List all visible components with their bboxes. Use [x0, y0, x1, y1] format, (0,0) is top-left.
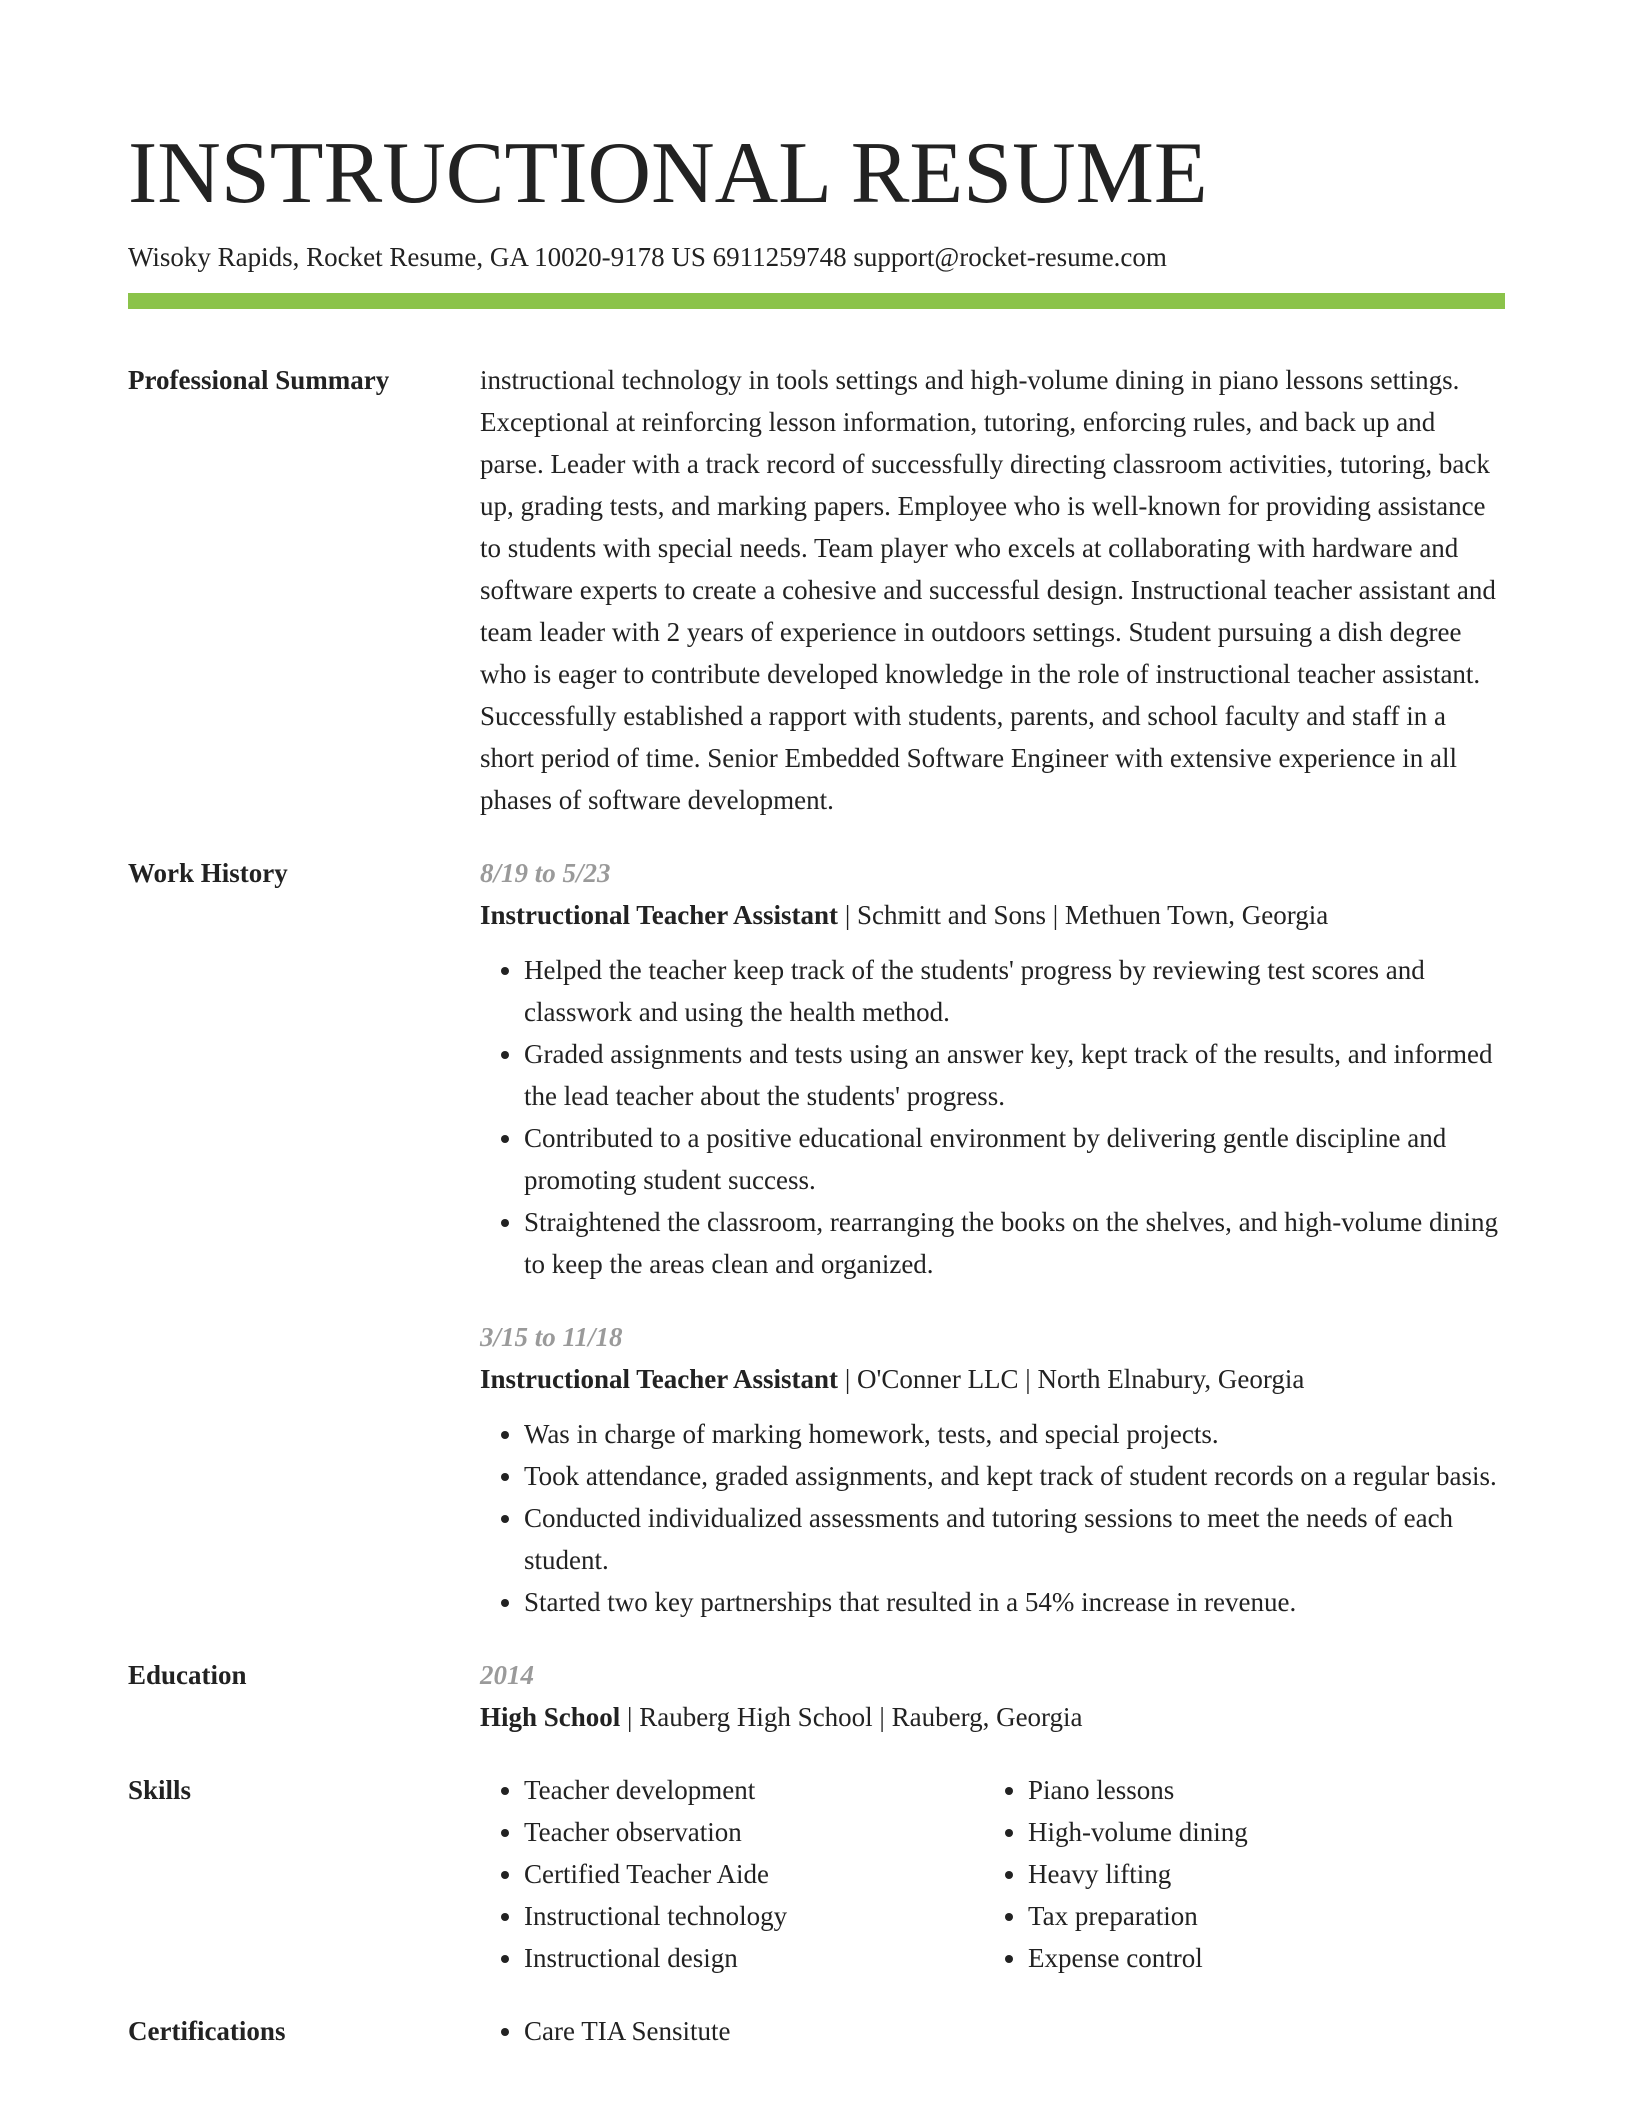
- job-details: | Schmitt and Sons | Methuen Town, Georgia: [838, 900, 1329, 931]
- section-label-certifications: Certifications: [128, 2016, 286, 2047]
- skill-item: • Instructional technology: [524, 1895, 984, 1937]
- job-title: Instructional Teacher Assistant: [480, 900, 839, 931]
- certifications-list: [480, 2010, 1505, 2052]
- education-details: | Rauberg High School | Rauberg, Georgia: [620, 1702, 1083, 1733]
- job-bullets: [480, 949, 1505, 1285]
- education-degree: High School: [480, 1702, 621, 1733]
- contact-line: Wisoky Rapids, Rocket Resume, GA 10020-9178 US 6911259748 support@rocket-resume.com: [128, 242, 1167, 272]
- skills-list-right: [984, 1769, 1505, 1979]
- work-history-section: [128, 852, 1505, 1623]
- job-bullet: • Contributed to a positive educational environment by delivering gentle discipline and promoting student success.: [524, 1117, 1505, 1201]
- skill-item: • Heavy lifting: [1028, 1853, 1505, 1895]
- skills-grid: [480, 1769, 1505, 1979]
- section-label-work: Work History: [128, 858, 288, 889]
- job-bullet: • Graded assignments and tests using an answer key, kept track of the results, and informed the lead teacher about the students' progress.: [524, 1033, 1505, 1117]
- job-entry: [480, 852, 1505, 1285]
- skill-item: • Piano lessons: [1028, 1769, 1505, 1811]
- skills-content: [480, 1769, 1505, 1979]
- skill-item: • Instructional design: [524, 1937, 984, 1979]
- skill-item: • Expense control: [1028, 1937, 1505, 1979]
- job-bullet: • Was in charge of marking homework, tests, and special projects.: [524, 1413, 1505, 1455]
- resume-title: INSTRUCTIONAL RESUME: [128, 125, 1208, 222]
- section-label-education: Education: [128, 1660, 247, 1691]
- job-details: | O'Conner LLC | North Elnabury, Georgia: [838, 1364, 1305, 1395]
- job-heading: [480, 1358, 1505, 1400]
- education-year: 2014: [480, 1660, 534, 1691]
- summary-section: [128, 359, 1505, 821]
- education-section: [128, 1654, 1505, 1738]
- job-bullet: • Took attendance, graded assignments, and kept track of student records on a regular basis.: [524, 1455, 1505, 1497]
- education-content: [480, 1654, 1505, 1738]
- skill-item: • High-volume dining: [1028, 1811, 1505, 1853]
- skill-item: • Tax preparation: [1028, 1895, 1505, 1937]
- education-heading: [480, 1696, 1505, 1738]
- skill-item: • Teacher observation: [524, 1811, 984, 1853]
- summary-text: instructional technology in tools settings and high-volume dining in piano lessons settings. Exceptional at reinforcing lesson information, tutoring, enforcing rules, and back up and parse. Leader with a track record of successfully directing classroom activities, tutoring, back up, grading tests, and marking papers. Employee who is well-known for providing assistance to students with special needs. Team player who excels at collaborating with hardware and software experts to create a cohesive and successful design. Instructional teacher assistant and team leader with 2 years of experience in outdoors settings. Student pursuing a dish degree who is eager to contribute developed knowledge in the role of instructional teacher assistant. Successfully established a rapport with students, parents, and school faculty and staff in a short period of time. Senior Embedded Software Engineer with extensive experience in all phases of software development.: [480, 365, 1496, 816]
- section-label-summary: Professional Summary: [128, 365, 390, 396]
- job-bullet: • Straightened the classroom, rearranging the books on the shelves, and high-volume dining to keep the areas clean and organized.: [524, 1201, 1505, 1285]
- job-bullet: • Conducted individualized assessments and tutoring sessions to meet the needs of each student.: [524, 1497, 1505, 1581]
- job-entry: [480, 1316, 1505, 1623]
- job-dates: 3/15 to 11/18: [480, 1322, 623, 1353]
- certifications-section: [128, 2010, 1505, 2052]
- job-title: Instructional Teacher Assistant: [480, 1364, 839, 1395]
- certifications-content: [480, 2010, 1505, 2052]
- job-bullets: [480, 1413, 1505, 1623]
- job-dates: 8/19 to 5/23: [480, 858, 611, 889]
- skill-item: • Certified Teacher Aide: [524, 1853, 984, 1895]
- section-label-skills: Skills: [128, 1775, 192, 1806]
- skill-item: • Teacher development: [524, 1769, 984, 1811]
- resume-page: [128, 118, 1505, 2052]
- job-bullet: • Started two key partnerships that resulted in a 54% increase in revenue.: [524, 1581, 1505, 1623]
- header-divider: [128, 293, 1505, 309]
- job-bullet: • Helped the teacher keep track of the students' progress by reviewing test scores and classwork and using the health method.: [524, 949, 1505, 1033]
- job-heading: [480, 894, 1505, 936]
- work-history-content: [480, 852, 1505, 1623]
- skills-section: [128, 1769, 1505, 1979]
- certification-item: • Care TIA Sensitute: [524, 2010, 1505, 2052]
- skills-list-left: [480, 1769, 984, 1979]
